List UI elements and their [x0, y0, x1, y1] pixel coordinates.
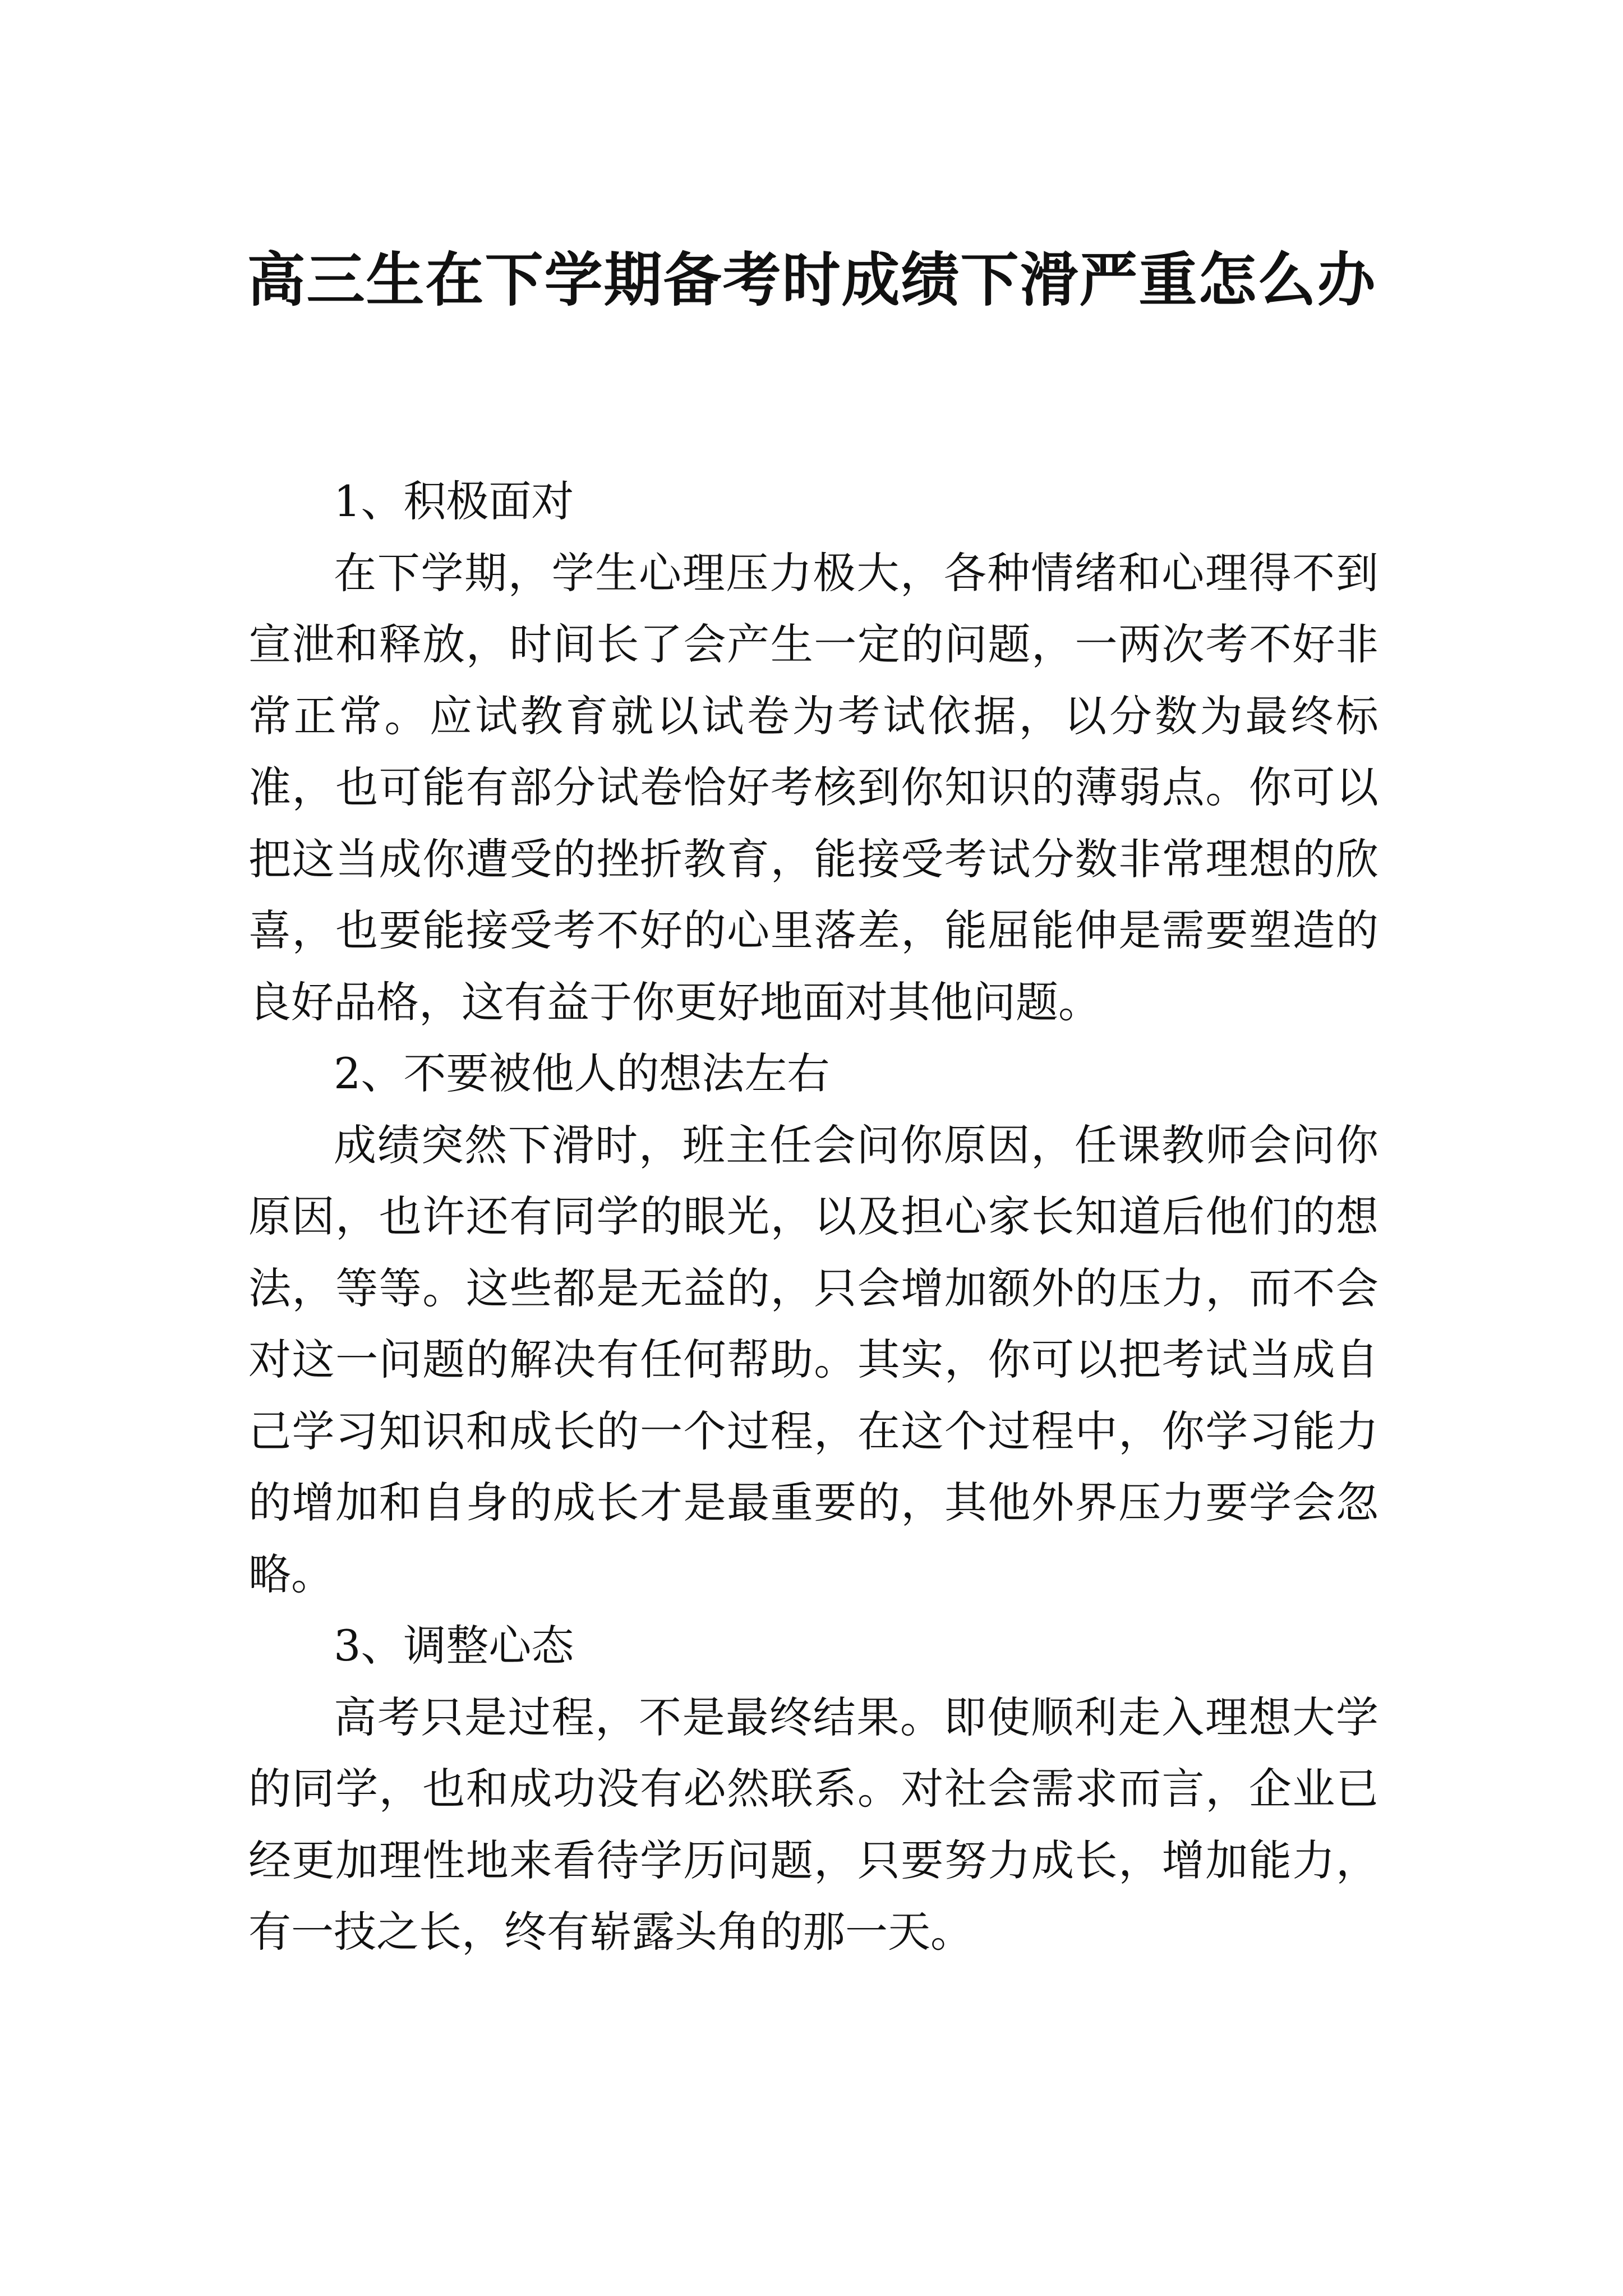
section-heading: 3、调整心态 — [334, 1621, 574, 1671]
section-1 — [248, 466, 1378, 1038]
section-paragraph: 在下学期，学生心理压力极大，各种情绪和心理得不到宣泄和释放，时间长了会产生一定的问题，一两次考不好非常正常。应试教育就以试卷为考试依据，以分数为最终标准，也可能有部分试卷恰好考核到你知识的薄弱点。你可以把这当成你遭受的挫折教育，能接受考试分数非常理想的欣喜，也要能接受考不好的心里落差，能屈能伸是需要塑造的良好品格，这有益于你更好地面对其他问题。 — [248, 547, 1378, 1027]
section-heading: 1、积极面对 — [334, 476, 574, 526]
document-body — [248, 466, 1378, 1968]
section-paragraph: 成绩突然下滑时，班主任会问你原因，任课教师会问你原因，也许还有同学的眼光，以及担心家长知道后他们的想法，等等。这些都是无益的，只会增加额外的压力，而不会对这一问题的解决有任何帮助。其实，你可以把考试当成自己学习知识和成长的一个过程，在这个过程中，你学习能力的增加和自身的成长才是最重要的，其他外界压力要学会忽略。 — [248, 1120, 1378, 1599]
section-heading: 2、不要被他人的想法左右 — [334, 1048, 830, 1098]
section-3 — [248, 1610, 1378, 1968]
section-2 — [248, 1038, 1378, 1610]
document-title: 高三生在下学期备考时成绩下滑严重怎么办 — [247, 245, 1377, 314]
section-paragraph: 高考只是过程，不是最终结果。即使顺利走入理想大学的同学，也和成功没有必然联系。对社会需求而言，企业已经更加理性地来看待学历问题，只要努力成长，增加能力，有一技之长，终有崭露头角的那一天。 — [248, 1692, 1378, 1957]
